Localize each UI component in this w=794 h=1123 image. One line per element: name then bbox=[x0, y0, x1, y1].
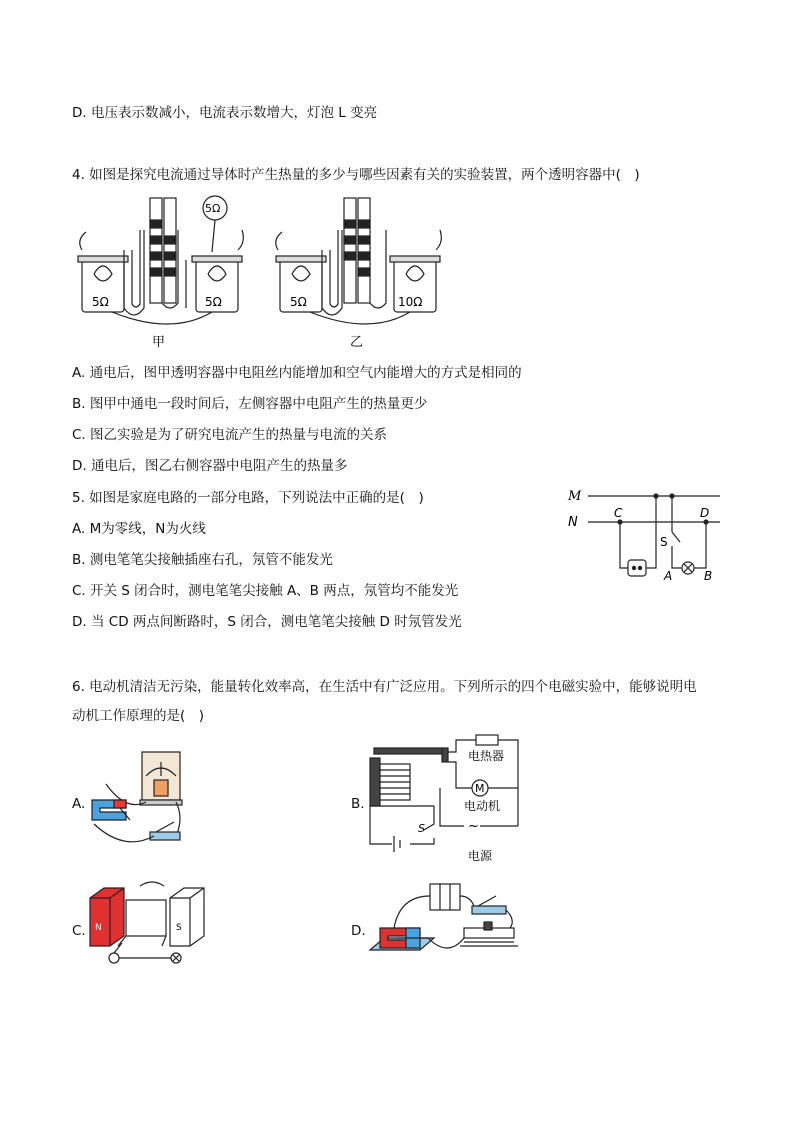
q5-label-b: B bbox=[704, 569, 713, 583]
q6-fig-b-switch: S bbox=[418, 822, 425, 835]
q5-label-s: S bbox=[660, 535, 668, 549]
q6-fig-c-north: N bbox=[95, 923, 102, 933]
q4-stem: 4. 如图是探究电流通过导体时产生热量的多少与哪些因素有关的实验装置，两个透明容器中( ) bbox=[72, 167, 640, 183]
q5-label-m: M bbox=[568, 489, 582, 504]
q4-option-a: A. 通电后，图甲透明容器中电阻丝内能增加和空气内能增大的方式是相同的 bbox=[72, 365, 522, 381]
q6-option-d-label: D. bbox=[351, 923, 366, 939]
q4-figure bbox=[72, 190, 452, 350]
q4-jia-caption: 甲 bbox=[152, 335, 166, 350]
q6-fig-b-heater: 电热器 bbox=[468, 749, 505, 763]
q4-option-b: B. 图甲中通电一段时间后，左侧容器中电阻产生的热量更少 bbox=[72, 396, 428, 412]
q4-jia-r-right: 5Ω bbox=[205, 295, 222, 309]
q5-label-n: N bbox=[568, 515, 578, 530]
q4-yi-r-left: 5Ω bbox=[290, 295, 307, 309]
q4-option-c: C. 图乙实验是为了研究电流产生的热量与电流的关系 bbox=[72, 427, 388, 443]
q5-option-a: A. M为零线，N为火线 bbox=[72, 521, 206, 537]
q5-label-d: D bbox=[700, 506, 710, 520]
q5-stem: 5. 如图是家庭电路的一部分电路，下列说法中正确的是( ) bbox=[72, 490, 424, 506]
q4-jia-r-left: 5Ω bbox=[92, 295, 109, 309]
q6-figure-c bbox=[86, 878, 216, 970]
q6-fig-c-south: S bbox=[176, 923, 182, 933]
q6-fig-b-motor-symbol: M bbox=[475, 782, 485, 795]
q6-figure-a bbox=[84, 746, 204, 852]
q5-label-a: A bbox=[664, 569, 673, 583]
q6-option-c-label: C. bbox=[72, 923, 86, 939]
q5-label-c: C bbox=[614, 506, 623, 520]
q6-stem-line1: 6. 电动机清洁无污染，能量转化效率高，在生活中有广泛应用。下列所示的四个电磁实验中，能够说明电 bbox=[72, 679, 697, 695]
q3-option-d: D. 电压表示数减小，电流表示数增大，灯泡 L 变亮 bbox=[72, 105, 378, 121]
q4-option-d: D. 通电后，图乙右侧容器中电阻产生的热量多 bbox=[72, 458, 348, 474]
q6-fig-b-power: 电源 bbox=[468, 849, 493, 863]
q6-option-a-label: A. bbox=[72, 796, 86, 812]
q6-stem-line2: 动机工作原理的是( ) bbox=[72, 708, 205, 724]
q6-fig-b-ac: ~ bbox=[468, 819, 479, 834]
q4-jia-r-outside: 5Ω bbox=[205, 202, 221, 215]
q5-option-b: B. 测电笔笔尖接触插座右孔，氖管不能发光 bbox=[72, 552, 333, 568]
q4-yi-r-right: 10Ω bbox=[398, 295, 423, 309]
q5-circuit bbox=[566, 484, 726, 584]
q6-figure-b bbox=[364, 734, 534, 864]
q4-yi-caption: 乙 bbox=[350, 335, 364, 350]
q5-option-d: D. 当 CD 两点间断路时，S 闭合，测电笔笔尖接触 D 时氖管发光 bbox=[72, 614, 462, 630]
q6-figure-d bbox=[368, 876, 528, 964]
q5-option-c: C. 开关 S 闭合时，测电笔笔尖接触 A、B 两点，氖管均不能发光 bbox=[72, 583, 459, 599]
q6-fig-b-motor: 电动机 bbox=[464, 799, 501, 813]
q6-option-b-label: B. bbox=[351, 796, 365, 812]
